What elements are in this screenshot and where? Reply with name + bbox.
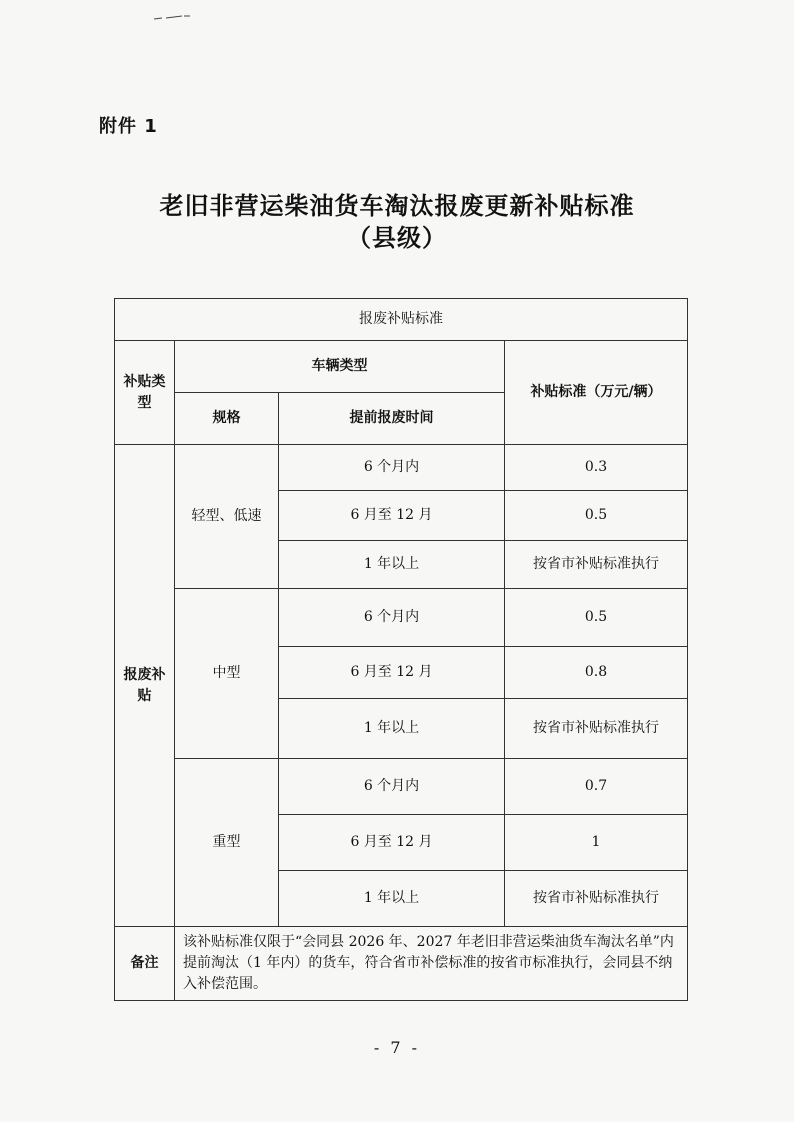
time-cell: 6 月至 12 月	[279, 491, 505, 541]
time-cell: 1 年以上	[279, 871, 505, 927]
time-cell: 6 个月内	[279, 589, 505, 647]
value-cell: 1	[505, 815, 688, 871]
value-cell: 按省市补贴标准执行	[505, 541, 688, 589]
spec-cell: 轻型、低速	[175, 445, 279, 589]
spec-cell: 重型	[175, 759, 279, 927]
time-cell: 6 月至 12 月	[279, 815, 505, 871]
note-label: 备注	[115, 927, 175, 1001]
time-cell: 6 个月内	[279, 759, 505, 815]
document-title: 老旧非营运柴油货车淘汰报废更新补贴标准	[159, 192, 635, 220]
header-vehicle-type: 车辆类型	[175, 341, 505, 393]
value-cell: 0.3	[505, 445, 688, 491]
document-subtitle: （县级）	[347, 224, 447, 252]
header-standard: 补贴标准（万元/辆）	[505, 341, 688, 445]
group-label: 报废补贴	[115, 445, 175, 927]
time-cell: 1 年以上	[279, 699, 505, 759]
note-text: 该补贴标准仅限于“会同县 2026 年、2027 年老旧非营运柴油货车淘汰名单”内提前淘汰（1 年内）的货车，符合省市补偿标准的按省市标准执行，会同县不纳入补偿范围。	[175, 927, 688, 1001]
value-cell: 0.5	[505, 491, 688, 541]
spec-cell: 中型	[175, 589, 279, 759]
table-row	[115, 589, 688, 647]
table-caption: 报废补贴标准	[115, 299, 688, 341]
time-cell: 6 月至 12 月	[279, 647, 505, 699]
value-cell: 0.7	[505, 759, 688, 815]
value-cell: 0.5	[505, 589, 688, 647]
time-cell: 6 个月内	[279, 445, 505, 491]
value-cell: 0.8	[505, 647, 688, 699]
attachment-label: 附件 1	[99, 116, 158, 137]
table-row	[115, 759, 688, 815]
time-cell: 1 年以上	[279, 541, 505, 589]
header-spec: 规格	[175, 393, 279, 445]
value-cell: 按省市补贴标准执行	[505, 699, 688, 759]
pen-mark	[152, 14, 192, 22]
subsidy-table	[114, 298, 688, 1001]
header-subsidy-type: 补贴类型	[115, 341, 175, 445]
page-number: - 7 -	[373, 1038, 421, 1057]
value-cell: 按省市补贴标准执行	[505, 871, 688, 927]
table-row	[115, 445, 688, 491]
header-advance-time: 提前报废时间	[279, 393, 505, 445]
